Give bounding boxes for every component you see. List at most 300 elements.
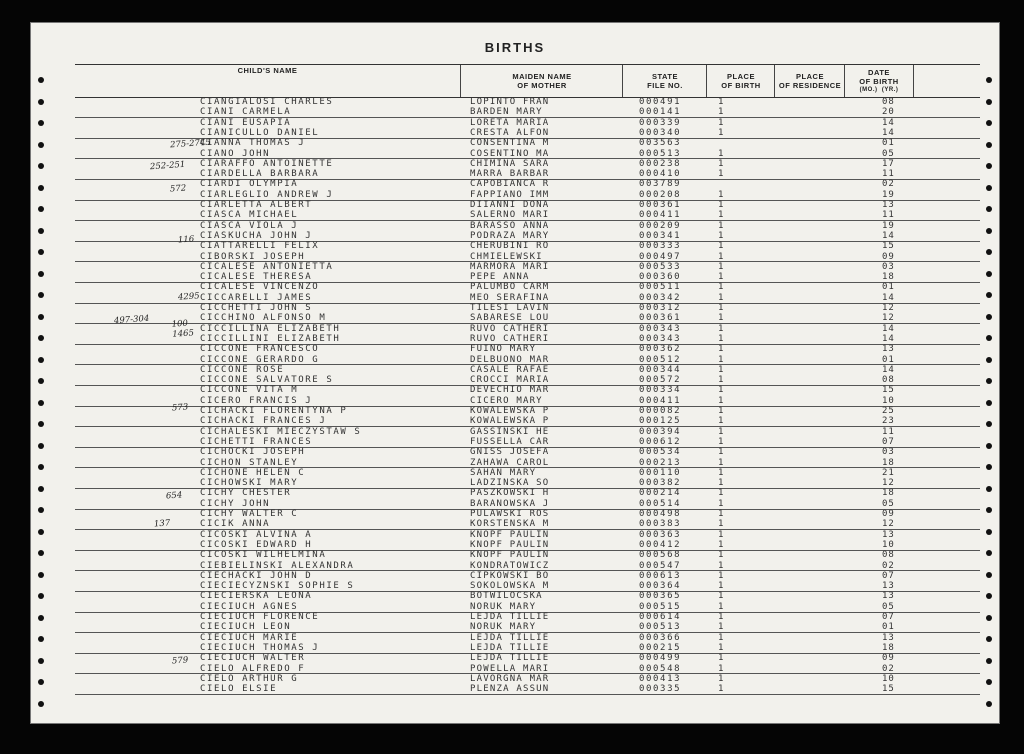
punch-hole bbox=[986, 206, 992, 212]
table-row bbox=[30, 612, 1000, 622]
place-of-birth-cell: 1 bbox=[718, 127, 726, 138]
place-of-birth-cell: 1 bbox=[718, 653, 726, 664]
child-name-cell: CICCONE VITA M bbox=[200, 385, 299, 396]
state-file-cell: 000411 bbox=[639, 395, 682, 406]
punch-hole bbox=[38, 77, 44, 83]
punch-hole bbox=[986, 378, 992, 384]
table-row bbox=[30, 282, 1000, 292]
table-row bbox=[30, 530, 1000, 540]
mother-name-cell: LEJDA TILLIE bbox=[470, 642, 550, 653]
mother-name-cell: SOKOLOWSKA M bbox=[470, 581, 550, 592]
child-name-cell: CICHON STANLEY bbox=[200, 457, 299, 468]
place-of-birth-cell: 1 bbox=[718, 200, 726, 210]
punch-hole bbox=[986, 357, 992, 363]
mother-name-cell: NORUK MARY bbox=[470, 601, 537, 612]
birth-year-cell: 11 bbox=[882, 426, 895, 437]
mother-name-cell: PASZKOWSKI H bbox=[470, 488, 550, 499]
child-name-cell: CICERO FRANCIS J bbox=[200, 395, 313, 406]
birth-year-cell: 05 bbox=[882, 148, 895, 159]
mother-name-cell: DEVECHIO MAR bbox=[470, 385, 550, 396]
birth-year-cell: 12 bbox=[882, 478, 895, 489]
state-file-cell: 000491 bbox=[639, 97, 682, 107]
state-file-cell: 000383 bbox=[639, 519, 682, 530]
punch-hole bbox=[38, 357, 44, 363]
state-file-cell: 000360 bbox=[639, 272, 682, 283]
state-file-cell: 000361 bbox=[639, 200, 682, 210]
place-of-birth-cell: 1 bbox=[718, 282, 726, 293]
child-name-cell: CICIK ANNA bbox=[200, 519, 271, 530]
place-of-birth-cell: 1 bbox=[718, 148, 726, 159]
child-name-cell: CIARAFFO ANTOINETTE bbox=[200, 158, 334, 169]
child-name-cell: CICALESE VINCENZO bbox=[200, 282, 320, 293]
place-of-birth-cell: 1 bbox=[718, 323, 726, 334]
header-child-name bbox=[75, 65, 460, 98]
birth-year-cell: 14 bbox=[882, 292, 895, 303]
mother-name-cell: BARASSO ANNA bbox=[470, 220, 550, 231]
punch-hole bbox=[986, 486, 992, 492]
child-name-cell: CICCARELLI JAMES bbox=[200, 292, 313, 303]
punch-hole bbox=[38, 206, 44, 212]
birth-year-cell: 21 bbox=[882, 467, 895, 478]
mother-name-cell: LAVORGNA MAR bbox=[470, 673, 550, 684]
handwritten-note: 497-304 bbox=[113, 313, 150, 327]
place-of-birth-cell: 1 bbox=[718, 97, 726, 107]
punch-hole bbox=[986, 249, 992, 255]
punch-hole bbox=[986, 120, 992, 126]
punch-hole bbox=[38, 529, 44, 535]
state-file-cell: 000534 bbox=[639, 447, 682, 458]
state-file-cell: 000125 bbox=[639, 416, 682, 427]
handwritten-note: 573 bbox=[171, 402, 189, 414]
state-file-cell: 000364 bbox=[639, 581, 682, 592]
header-date-birth bbox=[844, 65, 914, 97]
child-name-cell: CICCONE ROSE bbox=[200, 364, 285, 375]
punch-hole bbox=[986, 314, 992, 320]
mother-name-cell: KONDRATOWICZ bbox=[470, 560, 550, 571]
child-name-cell: CIECIUCH THOMAS J bbox=[200, 642, 320, 653]
punch-hole bbox=[38, 335, 44, 341]
birth-year-cell: 08 bbox=[882, 375, 895, 386]
punch-hole bbox=[986, 421, 992, 427]
place-of-birth-cell: 1 bbox=[718, 673, 726, 684]
mother-name-cell: KOWALEWSKA P bbox=[470, 416, 550, 427]
handwritten-note: 572 bbox=[169, 183, 187, 195]
punch-hole bbox=[986, 142, 992, 148]
handwritten-note: 275-2745 bbox=[169, 137, 212, 151]
state-file-cell: 000343 bbox=[639, 333, 682, 344]
child-name-cell: CIARLETTA ALBERT bbox=[200, 200, 313, 210]
mother-name-cell: FAPPIANO IMM bbox=[470, 189, 550, 200]
header-place-residence bbox=[774, 65, 845, 97]
birth-year-cell: 07 bbox=[882, 436, 895, 447]
mother-name-cell: RUVO CATHERI bbox=[470, 333, 550, 344]
birth-year-cell: 05 bbox=[882, 498, 895, 509]
place-of-birth-cell: 1 bbox=[718, 354, 726, 365]
state-file-cell: 000612 bbox=[639, 436, 682, 447]
place-of-birth-cell: 1 bbox=[718, 117, 726, 128]
place-of-birth-cell: 1 bbox=[718, 539, 726, 550]
state-file-cell: 000497 bbox=[639, 251, 682, 262]
mother-name-cell: TILESI LAVIN bbox=[470, 303, 550, 313]
mother-name-cell: CRESTA ALFON bbox=[470, 127, 550, 138]
punch-hole bbox=[38, 615, 44, 621]
header-date-birth-label: DATE OF BIRTH bbox=[859, 67, 899, 86]
mother-name-cell: RUVO CATHERI bbox=[470, 323, 550, 334]
place-of-birth-cell: 1 bbox=[718, 663, 726, 674]
child-name-cell: CICCHINO ALFONSO M bbox=[200, 313, 327, 324]
birth-year-cell: 25 bbox=[882, 406, 895, 416]
table-row bbox=[30, 674, 1000, 684]
place-of-birth-cell: 1 bbox=[718, 251, 726, 262]
place-of-birth-cell: 1 bbox=[718, 436, 726, 447]
child-name-cell: CICHACKI FLORENTYNA P bbox=[200, 406, 348, 416]
child-name-cell: CICCHETTI JOHN S bbox=[200, 303, 313, 313]
header-yr: (YR.) bbox=[881, 86, 899, 93]
handwritten-note: 100 1465 bbox=[171, 318, 195, 340]
state-file-cell: 000413 bbox=[639, 673, 682, 684]
place-of-birth-cell: 1 bbox=[718, 375, 726, 386]
child-name-cell: CICHOWSKI MARY bbox=[200, 478, 299, 489]
mother-name-cell: PODRAZA MARY bbox=[470, 230, 550, 241]
mother-name-cell: FUINO MARY bbox=[470, 344, 537, 355]
state-file-cell: 000513 bbox=[639, 148, 682, 159]
birth-year-cell: 13 bbox=[882, 591, 895, 602]
place-of-birth-cell: 1 bbox=[718, 333, 726, 344]
state-file-cell: 000548 bbox=[639, 663, 682, 674]
mother-name-cell: KNOPF PAULIN bbox=[470, 539, 550, 550]
birth-year-cell: 10 bbox=[882, 673, 895, 684]
punch-hole bbox=[986, 400, 992, 406]
punch-hole bbox=[986, 679, 992, 685]
mother-name-cell: SAHAN MARY bbox=[470, 467, 537, 478]
birth-year-cell: 07 bbox=[882, 570, 895, 581]
table-header bbox=[75, 64, 980, 98]
place-of-birth-cell: 1 bbox=[718, 189, 726, 200]
handwritten-note: 252-251 bbox=[149, 159, 186, 173]
place-of-birth-cell: 1 bbox=[718, 261, 726, 272]
mother-name-cell: PULAWSKI ROS bbox=[470, 509, 550, 519]
punch-hole bbox=[986, 615, 992, 621]
table-row bbox=[30, 344, 1000, 354]
state-file-cell: 000340 bbox=[639, 127, 682, 138]
punch-hole bbox=[38, 292, 44, 298]
state-file-cell: 000312 bbox=[639, 303, 682, 313]
punch-hole bbox=[38, 421, 44, 427]
birth-year-cell: 13 bbox=[882, 200, 895, 210]
state-file-cell: 000238 bbox=[639, 158, 682, 169]
punch-hole bbox=[38, 99, 44, 105]
child-name-cell: CICOSKI EDWARD H bbox=[200, 539, 313, 550]
birth-year-cell: 11 bbox=[882, 210, 895, 221]
punch-hole bbox=[38, 593, 44, 599]
punch-hole bbox=[986, 77, 992, 83]
place-of-birth-cell: 1 bbox=[718, 591, 726, 602]
table-row bbox=[30, 97, 1000, 107]
birth-year-cell: 08 bbox=[882, 97, 895, 107]
state-file-cell: 000209 bbox=[639, 220, 682, 231]
child-name-cell: CICALESE THERESA bbox=[200, 272, 313, 283]
place-of-birth-cell: 1 bbox=[718, 560, 726, 571]
child-name-cell: CIECIERSKA LEONA bbox=[200, 591, 313, 602]
state-file-cell: 000514 bbox=[639, 498, 682, 509]
mother-name-cell: DELBUONO MAR bbox=[470, 354, 550, 365]
table-row bbox=[30, 241, 1000, 251]
state-file-cell: 000339 bbox=[639, 117, 682, 128]
mother-name-cell: COSENTINO MA bbox=[470, 148, 550, 159]
state-file-cell: 000335 bbox=[639, 684, 682, 695]
child-name-cell: CIECIUCH WALTER bbox=[200, 653, 306, 664]
punch-hole bbox=[38, 120, 44, 126]
place-of-birth-cell: 1 bbox=[718, 395, 726, 406]
punch-hole bbox=[38, 163, 44, 169]
birth-year-cell: 14 bbox=[882, 323, 895, 334]
mother-name-cell: MARMORA MARI bbox=[470, 261, 550, 272]
place-of-birth-cell: 1 bbox=[718, 313, 726, 324]
mother-name-cell: KORSTENSKA M bbox=[470, 519, 550, 530]
state-file-cell: 000362 bbox=[639, 344, 682, 355]
child-name-cell: CICCONE SALVATORE S bbox=[200, 375, 334, 386]
state-file-cell: 000394 bbox=[639, 426, 682, 437]
child-name-cell: CICHALESKI MIECZYSTAW S bbox=[200, 426, 362, 437]
mother-name-cell: CASALE RAFAE bbox=[470, 364, 550, 375]
punch-hole bbox=[986, 99, 992, 105]
child-name-cell: CIANI EUSAPIA bbox=[200, 117, 292, 128]
birth-year-cell: 09 bbox=[882, 251, 895, 262]
header-state-file-label: STATE FILE NO. bbox=[647, 72, 683, 90]
child-name-cell: CIASKUCHA JOHN J bbox=[200, 230, 313, 241]
child-name-cell: CIASCA MICHAEL bbox=[200, 210, 299, 221]
mother-name-cell: KOWALEWSKA P bbox=[470, 406, 550, 416]
place-of-birth-cell: 1 bbox=[718, 416, 726, 427]
state-file-cell: 000498 bbox=[639, 509, 682, 519]
punch-hole bbox=[986, 593, 992, 599]
handwritten-note: 137 bbox=[153, 518, 171, 530]
birth-register-page bbox=[30, 22, 1000, 724]
punch-hole bbox=[986, 507, 992, 513]
state-file-cell: 000412 bbox=[639, 539, 682, 550]
child-name-cell: CICHY WALTER C bbox=[200, 509, 299, 519]
place-of-birth-cell: 1 bbox=[718, 498, 726, 509]
handwritten-note: 116 bbox=[177, 234, 195, 246]
mother-name-cell: GNISS JOSEFA bbox=[470, 447, 550, 458]
state-file-cell: 000343 bbox=[639, 323, 682, 334]
state-file-cell: 000511 bbox=[639, 282, 682, 293]
place-of-birth-cell: 1 bbox=[718, 570, 726, 581]
child-name-cell: CICHY CHESTER bbox=[200, 488, 292, 499]
child-name-cell: CICHOCKI JOSEPH bbox=[200, 447, 306, 458]
birth-year-cell: 13 bbox=[882, 344, 895, 355]
punch-hole bbox=[986, 636, 992, 642]
place-of-birth-cell: 1 bbox=[718, 272, 726, 283]
state-file-cell: 000214 bbox=[639, 488, 682, 499]
mother-name-cell: SABARESE LOU bbox=[470, 313, 550, 324]
mother-name-cell: MEO SERAFINA bbox=[470, 292, 550, 303]
place-of-birth-cell: 1 bbox=[718, 519, 726, 530]
mother-name-cell: LOPINTO FRAN bbox=[470, 97, 550, 107]
child-name-cell: CIELO ALFREDO F bbox=[200, 663, 306, 674]
birth-year-cell: 09 bbox=[882, 509, 895, 519]
place-of-birth-cell: 1 bbox=[718, 581, 726, 592]
place-of-birth-cell: 1 bbox=[718, 488, 726, 499]
punch-hole bbox=[38, 185, 44, 191]
place-of-birth-cell: 1 bbox=[718, 529, 726, 540]
state-file-cell: 000334 bbox=[639, 385, 682, 396]
mother-name-cell: DIIANNI DONA bbox=[470, 200, 550, 210]
birth-year-cell: 11 bbox=[882, 169, 895, 180]
child-name-cell: CIARDI OLYMPIA bbox=[200, 179, 299, 190]
place-of-birth-cell: 1 bbox=[718, 241, 726, 252]
state-file-cell: 000410 bbox=[639, 169, 682, 180]
place-of-birth-cell: 1 bbox=[718, 107, 726, 118]
birth-year-cell: 02 bbox=[882, 179, 895, 190]
mother-name-cell: POWELLA MARI bbox=[470, 663, 550, 674]
birth-year-cell: 15 bbox=[882, 241, 895, 252]
birth-year-cell: 01 bbox=[882, 622, 895, 633]
birth-year-cell: 10 bbox=[882, 395, 895, 406]
state-file-cell: 000515 bbox=[639, 601, 682, 612]
mother-name-cell: KNOPF PAULIN bbox=[470, 529, 550, 540]
table-row bbox=[30, 303, 1000, 313]
birth-year-cell: 03 bbox=[882, 261, 895, 272]
child-name-cell: CIECIUCH FLORENCE bbox=[200, 612, 320, 622]
birth-year-cell: 05 bbox=[882, 601, 895, 612]
state-file-cell: 000110 bbox=[639, 467, 682, 478]
birth-year-cell: 14 bbox=[882, 230, 895, 241]
child-name-cell: CIECIUCH MARIE bbox=[200, 632, 299, 643]
birth-year-cell: 19 bbox=[882, 189, 895, 200]
punch-hole bbox=[38, 142, 44, 148]
state-file-cell: 000342 bbox=[639, 292, 682, 303]
punch-hole bbox=[38, 679, 44, 685]
birth-year-cell: 18 bbox=[882, 457, 895, 468]
mother-name-cell: LORETA MARIA bbox=[470, 117, 550, 128]
birth-year-cell: 18 bbox=[882, 488, 895, 499]
child-name-cell: CICCONE GERARDO G bbox=[200, 354, 320, 365]
child-name-cell: CICCILLINA ELIZABETH bbox=[200, 323, 341, 334]
birth-year-cell: 12 bbox=[882, 519, 895, 530]
place-of-birth-cell: 1 bbox=[718, 509, 726, 519]
table-row bbox=[30, 633, 1000, 643]
mother-name-cell: PALUMBO CARM bbox=[470, 282, 550, 293]
birth-year-cell: 01 bbox=[882, 282, 895, 293]
child-name-cell: CICOSKI WILHELMINA bbox=[200, 550, 327, 561]
state-file-cell: 000082 bbox=[639, 406, 682, 416]
place-of-birth-cell: 1 bbox=[718, 364, 726, 375]
punch-hole bbox=[38, 249, 44, 255]
state-file-cell: 000361 bbox=[639, 313, 682, 324]
header-mo-yr bbox=[860, 86, 899, 95]
table-row bbox=[30, 447, 1000, 457]
mother-name-cell: LADZINSKA SO bbox=[470, 478, 550, 489]
birth-year-cell: 13 bbox=[882, 581, 895, 592]
mother-name-cell: CROCCI MARIA bbox=[470, 375, 550, 386]
mother-name-cell: PLENZA ASSUN bbox=[470, 684, 550, 695]
punch-hole bbox=[38, 636, 44, 642]
child-name-cell: CICCONE FRANCESCO bbox=[200, 344, 320, 355]
place-of-birth-cell: 1 bbox=[718, 344, 726, 355]
birth-year-cell: 18 bbox=[882, 272, 895, 283]
punch-hole bbox=[986, 701, 992, 707]
mother-name-cell: BOTWILOCSKA bbox=[470, 591, 543, 602]
state-file-cell: 000572 bbox=[639, 375, 682, 386]
birth-year-cell: 14 bbox=[882, 333, 895, 344]
state-file-cell: 000341 bbox=[639, 230, 682, 241]
state-file-cell: 000333 bbox=[639, 241, 682, 252]
punch-hole bbox=[38, 228, 44, 234]
punch-hole bbox=[38, 271, 44, 277]
birth-year-cell: 15 bbox=[882, 385, 895, 396]
birth-year-cell: 19 bbox=[882, 220, 895, 231]
table-row bbox=[30, 591, 1000, 601]
punch-hole bbox=[986, 335, 992, 341]
header-mo: (MO.) bbox=[859, 86, 878, 93]
state-file-cell: 000411 bbox=[639, 210, 682, 221]
punch-hole bbox=[986, 163, 992, 169]
child-name-cell: CIANNA THOMAS J bbox=[200, 138, 306, 149]
mother-name-cell: CAPOBIANCA R bbox=[470, 179, 550, 190]
mother-name-cell: BARDEN MARY bbox=[470, 107, 543, 118]
mother-name-cell: LEJDA TILLIE bbox=[470, 632, 550, 643]
child-name-cell: CIELO ARTHUR G bbox=[200, 673, 299, 684]
place-of-birth-cell: 1 bbox=[718, 684, 726, 695]
birth-year-cell: 03 bbox=[882, 447, 895, 458]
place-of-birth-cell: 1 bbox=[718, 426, 726, 437]
place-of-birth-cell: 1 bbox=[718, 406, 726, 416]
punch-hole bbox=[986, 271, 992, 277]
child-name-cell: CIANO JOHN bbox=[200, 148, 271, 159]
place-of-birth-cell: 1 bbox=[718, 550, 726, 561]
child-name-cell: CICCILLINI ELIZABETH bbox=[200, 333, 341, 344]
table-row bbox=[30, 385, 1000, 395]
child-name-cell: CIATTARELLI FELIX bbox=[200, 241, 320, 252]
mother-name-cell: FUSSELLA CAR bbox=[470, 436, 550, 447]
mother-name-cell: CONSENTINA M bbox=[470, 138, 550, 149]
birth-year-cell: 15 bbox=[882, 684, 895, 695]
punch-hole bbox=[986, 228, 992, 234]
state-file-cell: 000613 bbox=[639, 570, 682, 581]
child-name-cell: CIEBIELINSKI ALEXANDRA bbox=[200, 560, 355, 571]
child-name-cell: CICHONE HELEN C bbox=[200, 467, 306, 478]
punch-hole bbox=[986, 464, 992, 470]
child-name-cell: CIECIECYZNSKI SOPHIE S bbox=[200, 581, 355, 592]
punch-hole bbox=[38, 658, 44, 664]
mother-name-cell: LEJDA TILLIE bbox=[470, 612, 550, 622]
place-of-birth-cell: 1 bbox=[718, 210, 726, 221]
state-file-cell: 000499 bbox=[639, 653, 682, 664]
table-row bbox=[30, 118, 1000, 128]
birth-year-cell: 23 bbox=[882, 416, 895, 427]
state-file-cell: 000382 bbox=[639, 478, 682, 489]
state-file-cell: 000533 bbox=[639, 261, 682, 272]
birth-year-cell: 07 bbox=[882, 612, 895, 622]
row-divider bbox=[75, 694, 980, 695]
place-of-birth-cell: 1 bbox=[718, 457, 726, 468]
punch-hole bbox=[38, 507, 44, 513]
state-file-cell: 000513 bbox=[639, 622, 682, 633]
mother-name-cell: MARRA BARBAR bbox=[470, 169, 550, 180]
birth-year-cell: 12 bbox=[882, 303, 895, 313]
punch-hole bbox=[986, 529, 992, 535]
mother-name-cell: PEPE ANNA bbox=[470, 272, 530, 283]
place-of-birth-cell: 1 bbox=[718, 158, 726, 169]
place-of-birth-cell: 1 bbox=[718, 467, 726, 478]
child-name-cell: CICHY JOHN bbox=[200, 498, 271, 509]
state-file-cell: 000213 bbox=[639, 457, 682, 468]
place-of-birth-cell: 1 bbox=[718, 642, 726, 653]
punch-hole bbox=[38, 400, 44, 406]
place-of-birth-cell: 1 bbox=[718, 385, 726, 396]
child-name-cell: CIBORSKI JOSEPH bbox=[200, 251, 306, 262]
